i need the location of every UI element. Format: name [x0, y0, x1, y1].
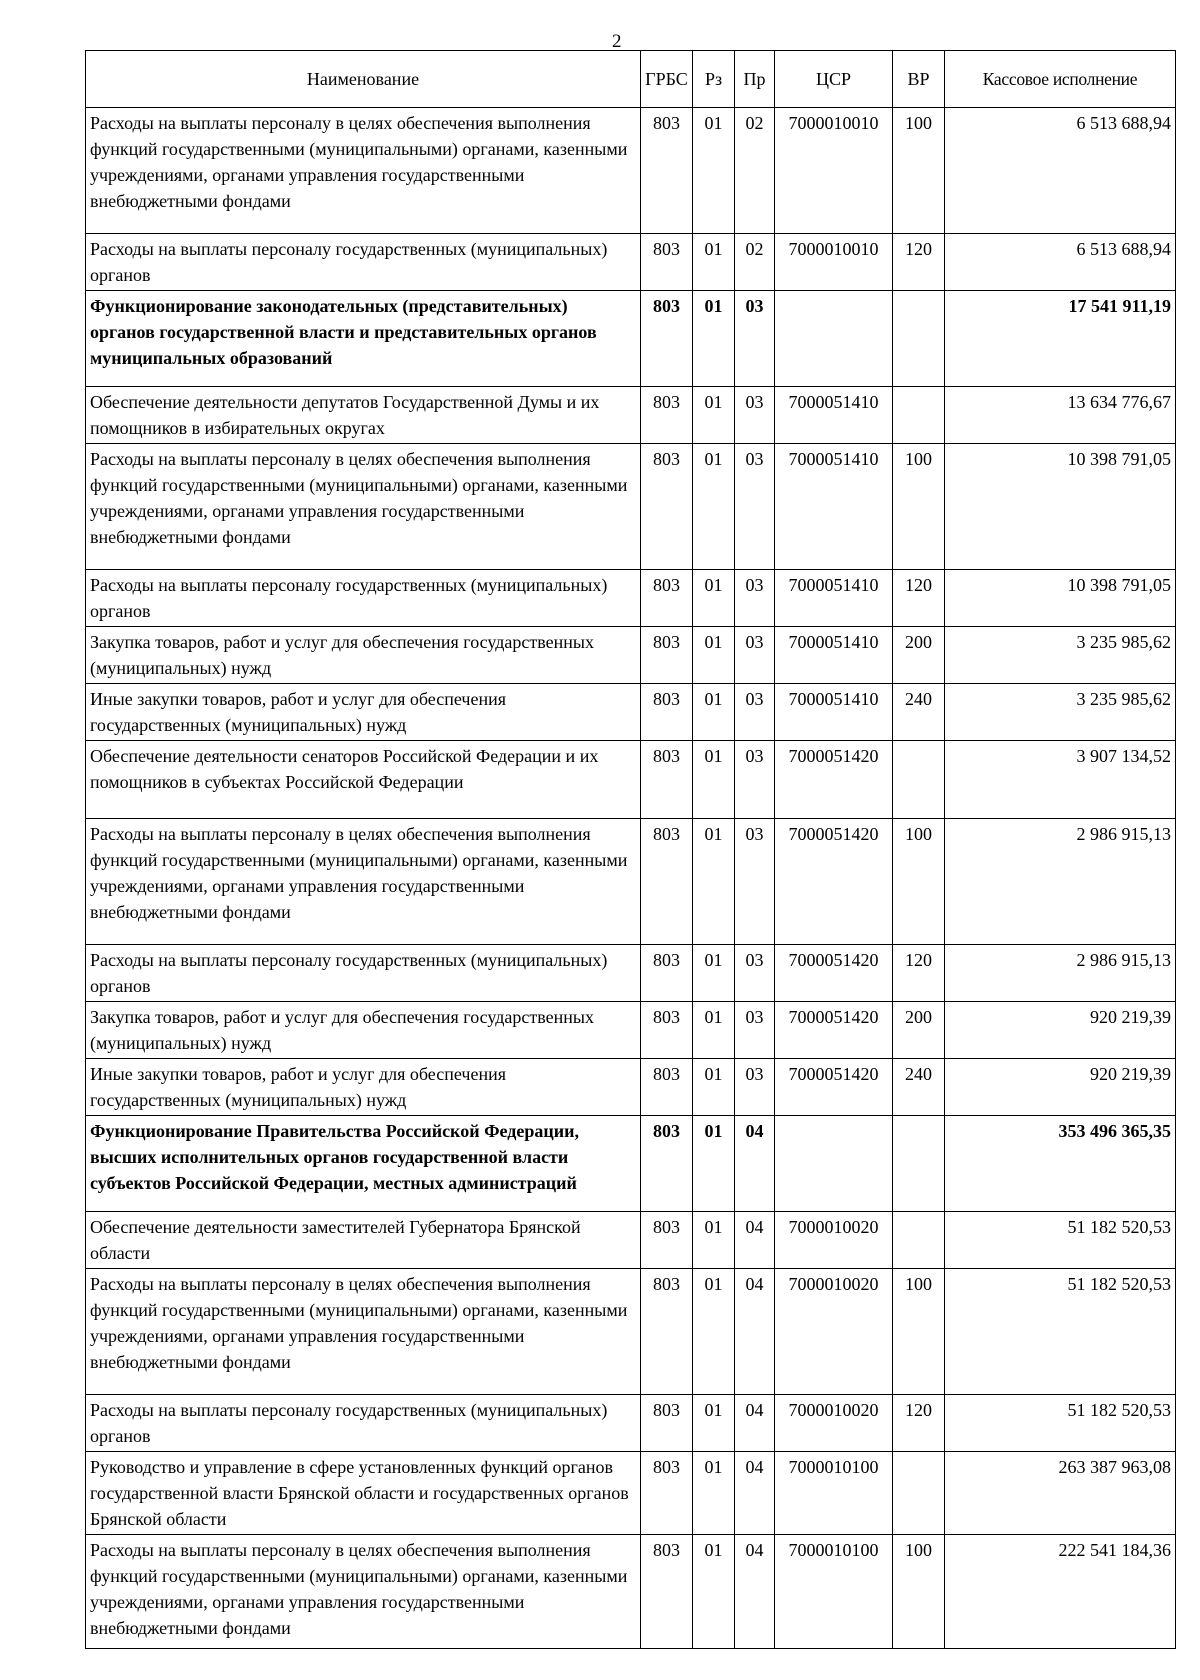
- cell-amount: 6 513 688,94: [945, 108, 1176, 234]
- page-number: 2: [612, 31, 622, 52]
- cell-amount: 2 986 915,13: [945, 945, 1176, 1002]
- header-pr: Пр: [735, 51, 775, 108]
- cell-vr: 100: [893, 1269, 945, 1395]
- cell-csr: 7000051420: [775, 741, 893, 819]
- cell-amount: 920 219,39: [945, 1059, 1176, 1116]
- cell-pr: 04: [735, 1395, 775, 1452]
- table-row: [86, 684, 1176, 741]
- cell-vr: 120: [893, 945, 945, 1002]
- cell-name: Обеспечение деятельности сенаторов Российской Федерации и их помощников в субъектах Российской Федерации: [86, 741, 641, 819]
- cell-pr: 04: [735, 1535, 775, 1649]
- cell-name: Расходы на выплаты персоналу государственных (муниципальных) органов: [86, 570, 641, 627]
- table-row: [86, 1116, 1176, 1212]
- cell-name: Обеспечение деятельности депутатов Государственной Думы и их помощников в избирательных округах: [86, 387, 641, 444]
- cell-name: Расходы на выплаты персоналу в целях обеспечения выполнения функций государственными (муниципальными) органами, казенными учреждениями, органами управления государственными внебюджетными фондами: [86, 819, 641, 945]
- cell-vr: [893, 1452, 945, 1535]
- cell-csr: 7000010100: [775, 1452, 893, 1535]
- header-grbs: ГРБС: [641, 51, 693, 108]
- cell-amount: 17 541 911,19: [945, 291, 1176, 387]
- cell-name: Закупка товаров, работ и услуг для обеспечения государственных (муниципальных) нужд: [86, 1002, 641, 1059]
- cell-name: Расходы на выплаты персоналу в целях обеспечения выполнения функций государственными (муниципальными) органами, казенными учреждениями, органами управления государственными внебюджетными фондами: [86, 1535, 641, 1649]
- cell-name: Расходы на выплаты персоналу государственных (муниципальных) органов: [86, 945, 641, 1002]
- cell-name: Расходы на выплаты персоналу в целях обеспечения выполнения функций государственными (муниципальными) органами, казенными учреждениями, органами управления государственными внебюджетными фондами: [86, 108, 641, 234]
- cell-rz: 01: [693, 1269, 735, 1395]
- table-row: [86, 945, 1176, 1002]
- cell-amount: 353 496 365,35: [945, 1116, 1176, 1212]
- cell-rz: 01: [693, 234, 735, 291]
- cell-rz: 01: [693, 444, 735, 570]
- cell-grbs: 803: [641, 741, 693, 819]
- cell-csr: 7000010010: [775, 234, 893, 291]
- table-row: [86, 291, 1176, 387]
- cell-amount: 13 634 776,67: [945, 387, 1176, 444]
- cell-csr: 7000010020: [775, 1269, 893, 1395]
- cell-pr: 04: [735, 1212, 775, 1269]
- cell-rz: 01: [693, 819, 735, 945]
- cell-amount: 51 182 520,53: [945, 1212, 1176, 1269]
- cell-amount: 2 986 915,13: [945, 819, 1176, 945]
- cell-grbs: 803: [641, 291, 693, 387]
- cell-csr: 7000010020: [775, 1395, 893, 1452]
- cell-name: Обеспечение деятельности заместителей Губернатора Брянской области: [86, 1212, 641, 1269]
- cell-grbs: 803: [641, 1535, 693, 1649]
- table-body: [86, 108, 1176, 1649]
- header-name: Наименование: [86, 51, 641, 108]
- table-row: [86, 387, 1176, 444]
- cell-rz: 01: [693, 1059, 735, 1116]
- cell-csr: 7000051410: [775, 627, 893, 684]
- cell-rz: 01: [693, 108, 735, 234]
- cell-csr: 7000010020: [775, 1212, 893, 1269]
- cell-rz: 01: [693, 1535, 735, 1649]
- cell-pr: 03: [735, 945, 775, 1002]
- cell-name: Иные закупки товаров, работ и услуг для обеспечения государственных (муниципальных) нужд: [86, 684, 641, 741]
- cell-rz: 01: [693, 570, 735, 627]
- cell-vr: 120: [893, 570, 945, 627]
- cell-grbs: 803: [641, 1395, 693, 1452]
- cell-vr: 200: [893, 627, 945, 684]
- table-row: [86, 444, 1176, 570]
- cell-grbs: 803: [641, 1002, 693, 1059]
- cell-rz: 01: [693, 387, 735, 444]
- budget-execution-table: [85, 50, 1176, 1649]
- table-row: [86, 1269, 1176, 1395]
- cell-amount: 3 907 134,52: [945, 741, 1176, 819]
- cell-vr: 240: [893, 1059, 945, 1116]
- cell-grbs: 803: [641, 570, 693, 627]
- cell-name: Расходы на выплаты персоналу в целях обеспечения выполнения функций государственными (муниципальными) органами, казенными учреждениями, органами управления государственными внебюджетными фондами: [86, 1269, 641, 1395]
- header-rz: Рз: [693, 51, 735, 108]
- cell-csr: 7000051410: [775, 570, 893, 627]
- cell-rz: 01: [693, 1002, 735, 1059]
- cell-rz: 01: [693, 945, 735, 1002]
- cell-vr: [893, 741, 945, 819]
- cell-name: Иные закупки товаров, работ и услуг для обеспечения государственных (муниципальных) нужд: [86, 1059, 641, 1116]
- cell-pr: 03: [735, 741, 775, 819]
- cell-vr: [893, 387, 945, 444]
- table-row: [86, 741, 1176, 819]
- cell-name: Закупка товаров, работ и услуг для обеспечения государственных (муниципальных) нужд: [86, 627, 641, 684]
- cell-pr: 03: [735, 291, 775, 387]
- cell-pr: 04: [735, 1116, 775, 1212]
- cell-grbs: 803: [641, 684, 693, 741]
- table-row: [86, 1395, 1176, 1452]
- cell-amount: 10 398 791,05: [945, 570, 1176, 627]
- cell-pr: 03: [735, 570, 775, 627]
- cell-rz: 01: [693, 1212, 735, 1269]
- cell-vr: 100: [893, 108, 945, 234]
- cell-pr: 03: [735, 387, 775, 444]
- cell-pr: 03: [735, 684, 775, 741]
- cell-csr: 7000010010: [775, 108, 893, 234]
- cell-vr: 100: [893, 819, 945, 945]
- cell-grbs: 803: [641, 1059, 693, 1116]
- header-csr: ЦСР: [775, 51, 893, 108]
- cell-grbs: 803: [641, 387, 693, 444]
- header-vr: ВР: [893, 51, 945, 108]
- cell-amount: 263 387 963,08: [945, 1452, 1176, 1535]
- table-row: [86, 1535, 1176, 1649]
- cell-amount: 10 398 791,05: [945, 444, 1176, 570]
- cell-vr: 100: [893, 1535, 945, 1649]
- cell-vr: 120: [893, 1395, 945, 1452]
- cell-rz: 01: [693, 291, 735, 387]
- cell-rz: 01: [693, 627, 735, 684]
- header-amount: Кассовое исполнение: [945, 51, 1176, 108]
- cell-name: Функционирование законодательных (представительных) органов государственной власти и представительных органов муниципальных образований: [86, 291, 641, 387]
- cell-grbs: 803: [641, 1116, 693, 1212]
- cell-amount: 51 182 520,53: [945, 1269, 1176, 1395]
- cell-vr: [893, 1212, 945, 1269]
- cell-grbs: 803: [641, 1212, 693, 1269]
- cell-grbs: 803: [641, 108, 693, 234]
- table-row: [86, 1059, 1176, 1116]
- cell-amount: 3 235 985,62: [945, 627, 1176, 684]
- table-row: [86, 570, 1176, 627]
- cell-name: Расходы на выплаты персоналу в целях обеспечения выполнения функций государственными (муниципальными) органами, казенными учреждениями, органами управления государственными внебюджетными фондами: [86, 444, 641, 570]
- table-row: [86, 108, 1176, 234]
- cell-rz: 01: [693, 1452, 735, 1535]
- cell-csr: 7000051420: [775, 1002, 893, 1059]
- table-row: [86, 1212, 1176, 1269]
- cell-csr: 7000051420: [775, 819, 893, 945]
- cell-grbs: 803: [641, 945, 693, 1002]
- cell-pr: 02: [735, 108, 775, 234]
- cell-csr: 7000051410: [775, 444, 893, 570]
- table-row: [86, 1452, 1176, 1535]
- cell-pr: 03: [735, 1059, 775, 1116]
- cell-csr: 7000051410: [775, 387, 893, 444]
- cell-grbs: 803: [641, 1269, 693, 1395]
- cell-vr: 200: [893, 1002, 945, 1059]
- cell-amount: 51 182 520,53: [945, 1395, 1176, 1452]
- cell-vr: [893, 1116, 945, 1212]
- cell-rz: 01: [693, 1116, 735, 1212]
- cell-rz: 01: [693, 1395, 735, 1452]
- cell-csr: 7000051420: [775, 945, 893, 1002]
- cell-grbs: 803: [641, 1452, 693, 1535]
- cell-vr: 120: [893, 234, 945, 291]
- cell-amount: 6 513 688,94: [945, 234, 1176, 291]
- cell-grbs: 803: [641, 819, 693, 945]
- table-row: [86, 627, 1176, 684]
- cell-vr: 240: [893, 684, 945, 741]
- cell-pr: 03: [735, 627, 775, 684]
- cell-name: Расходы на выплаты персоналу государственных (муниципальных) органов: [86, 1395, 641, 1452]
- cell-grbs: 803: [641, 627, 693, 684]
- table-row: [86, 234, 1176, 291]
- cell-amount: 222 541 184,36: [945, 1535, 1176, 1649]
- cell-rz: 01: [693, 741, 735, 819]
- cell-rz: 01: [693, 684, 735, 741]
- cell-pr: 03: [735, 1002, 775, 1059]
- cell-pr: 02: [735, 234, 775, 291]
- cell-csr: [775, 1116, 893, 1212]
- cell-pr: 04: [735, 1452, 775, 1535]
- cell-name: Расходы на выплаты персоналу государственных (муниципальных) органов: [86, 234, 641, 291]
- table-row: [86, 1002, 1176, 1059]
- cell-csr: 7000010100: [775, 1535, 893, 1649]
- cell-pr: 03: [735, 819, 775, 945]
- cell-csr: 7000051420: [775, 1059, 893, 1116]
- cell-vr: 100: [893, 444, 945, 570]
- cell-grbs: 803: [641, 234, 693, 291]
- table-header-row: [86, 51, 1176, 108]
- table-row: [86, 819, 1176, 945]
- cell-grbs: 803: [641, 444, 693, 570]
- cell-csr: [775, 291, 893, 387]
- cell-name: Функционирование Правительства Российской Федерации, высших исполнительных органов государственной власти субъектов Российской Федерации, местных администраций: [86, 1116, 641, 1212]
- cell-amount: 3 235 985,62: [945, 684, 1176, 741]
- cell-amount: 920 219,39: [945, 1002, 1176, 1059]
- cell-vr: [893, 291, 945, 387]
- cell-name: Руководство и управление в сфере установленных функций органов государственной власти Брянской области и государственных органов Брянской области: [86, 1452, 641, 1535]
- cell-pr: 03: [735, 444, 775, 570]
- cell-csr: 7000051410: [775, 684, 893, 741]
- cell-pr: 04: [735, 1269, 775, 1395]
